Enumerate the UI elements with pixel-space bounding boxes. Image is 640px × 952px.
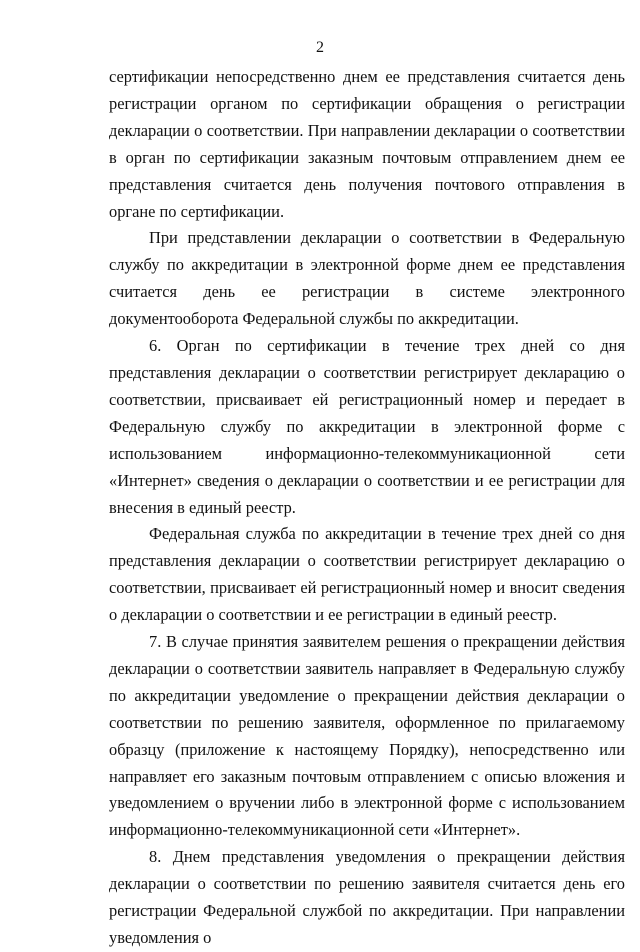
paragraph-item-8: 8. Днем представления уведомления о прекращении действия декларации о соответствии по решению заявителя считается день его регистрации Федеральной службой по аккредитации. При направлении уведомления о (109, 847, 625, 947)
paragraph-federal-service-registration: Федеральная служба по аккредитации в течение трех дней со дня представления декларации о соответствии регистрирует декларацию о соответствии, присваивает ей регистрационный номер и вносит сведения о декларации о соответствии и ее регистрации в единый реестр. (109, 524, 625, 625)
paragraph-electronic-submission: При представлении декларации о соответствии в Федеральную службу по аккредитации в электронной форме днем ее представления считается день ее регистрации в системе электронного документооборота Федеральной службы по аккредитации. (109, 228, 625, 329)
paragraph-item-7: 7. В случае принятия заявителем решения о прекращении действия декларации о соответствии заявитель направляет в Федеральную службу по аккредитации уведомление о прекращении действия декларации о соответствии по решению заявителя, оформленное по прилагаемому образцу (приложение к настоящему Порядку), непосредственно или направляет его заказным почтовым отправлением с описью вложения и уведомлением о вручении либо в электронной форме с использованием информационно-телекоммуникационной сети «Интернет». (109, 632, 625, 840)
paragraph-continuation: сертификации непосредственно днем ее представления считается день регистрации органом по сертификации обращения о регистрации декларации о соответствии. При направлении декларации о соответствии в орган по сертификации заказным почтовым отправлением днем ее представления считается день получения почтового отправления в органе по сертификации. (109, 67, 625, 221)
document-body (109, 64, 625, 952)
page-number: 2 (316, 39, 324, 56)
paragraph-item-6: 6. Орган по сертификации в течение трех дней со дня представления декларации о соответствии регистрирует декларацию о соответствии, присваивает ей регистрационный номер и передает в Федеральную службу по аккредитации в электронной форме с использованием информационно-телекоммуникационной сети «Интернет» сведения о декларации о соответствии и ее регистрации для внесения в единый реестр. (109, 336, 625, 517)
